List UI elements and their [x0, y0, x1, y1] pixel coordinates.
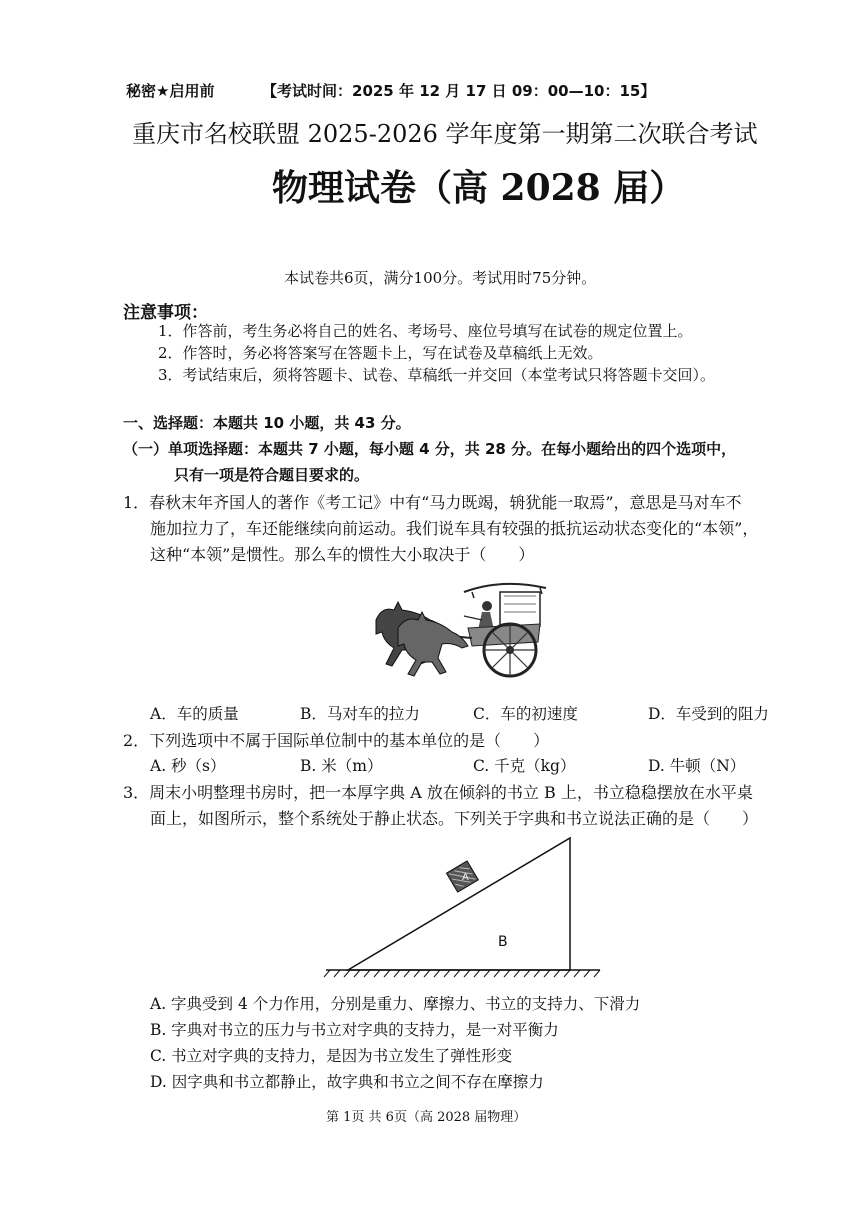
option-3b: B. 字典对书立的压力与书立对字典的支持力，是一对平衡力 — [150, 1021, 559, 1039]
question-3-line: 3．周末小明整理书房时，把一本厚字典 A 放在倾斜的书立 B 上，书立稳稳摆放在水平桌 — [123, 783, 753, 802]
notice-item: 2．作答时，务必将答案写在答题卡上，写在试卷及草稿纸上无效。 — [158, 344, 603, 362]
exam-time: 【考试时间：2025 年 12 月 17 日 09：00—10：15】 — [262, 82, 656, 100]
figure-label-b: B — [498, 934, 508, 950]
chariot-figure — [372, 576, 572, 688]
exam-info: 本试卷共6页，满分100分。考试用时75分钟。 — [284, 269, 597, 287]
option-2a: A. 秒（s） — [150, 757, 226, 775]
question-3-line: 面上，如图所示，整个系统处于静止状态。下列关于字典和书立说法正确的是（ ） — [150, 809, 759, 828]
option-3d: D. 因字典和书立都静止，故字典和书立之间不存在摩擦力 — [150, 1073, 544, 1091]
question-1-line: 施加拉力了，车还能继续向前运动。我们说车具有较强的抵抗运动状态变化的“本领”， — [150, 519, 759, 538]
question-2-stem: 2．下列选项中不属于国际单位制中的基本单位的是（ ） — [123, 731, 550, 750]
option-1c: C．车的初速度 — [473, 705, 578, 723]
figure-label-a: A — [462, 872, 469, 883]
option-2c: C. 千克（kg） — [473, 757, 576, 775]
notice-item: 3．考试结束后，须将答题卡、试卷、草稿纸一并交回（本堂考试只将答题卡交回）。 — [158, 366, 716, 384]
question-1-line: 这种“本领”是惯性。那么车的惯性大小取决于（ ） — [150, 545, 535, 564]
exam-subtitle: 重庆市名校联盟 2025-2026 学年度第一期第二次联合考试 — [132, 120, 758, 148]
subsection-heading-cont: 只有一项是符合题目要求的。 — [174, 466, 370, 484]
option-2d: D. 牛顿（N） — [648, 757, 746, 775]
option-3a: A. 字典受到 4 个力作用，分别是重力、摩擦力、书立的支持力、下滑力 — [150, 995, 641, 1013]
option-1d: D．车受到的阻力 — [648, 705, 769, 723]
question-1-line: 1．春秋末年齐国人的著作《考工记》中有“马力既竭，辀犹能一取焉”，意思是马对车不 — [123, 493, 742, 512]
option-1a: A．车的质量 — [150, 705, 239, 723]
confidential-mark: 秘密★启用前 — [126, 82, 215, 100]
page-title: 物理试卷（高 2028 届） — [272, 167, 686, 209]
option-3c: C. 书立对字典的支持力，是因为书立发生了弹性形变 — [150, 1047, 513, 1065]
option-1b: B．马对车的拉力 — [300, 705, 420, 723]
page-footer: 第 1页 共 6页（高 2028 届物理） — [326, 1110, 527, 1125]
notice-item: 1．作答前，考生务必将自己的姓名、考场号、座位号填写在试卷的规定位置上。 — [158, 322, 693, 340]
section-heading: 一、选择题：本题共 10 小题，共 43 分。 — [123, 414, 411, 432]
option-2b: B. 米（m） — [300, 757, 383, 775]
notice-heading: 注意事项： — [123, 303, 208, 323]
incline-figure — [322, 834, 604, 984]
subsection-heading: （一）单项选择题：本题共 7 小题，每小题 4 分，共 28 分。在每小题给出的四个选项中， — [123, 440, 737, 458]
